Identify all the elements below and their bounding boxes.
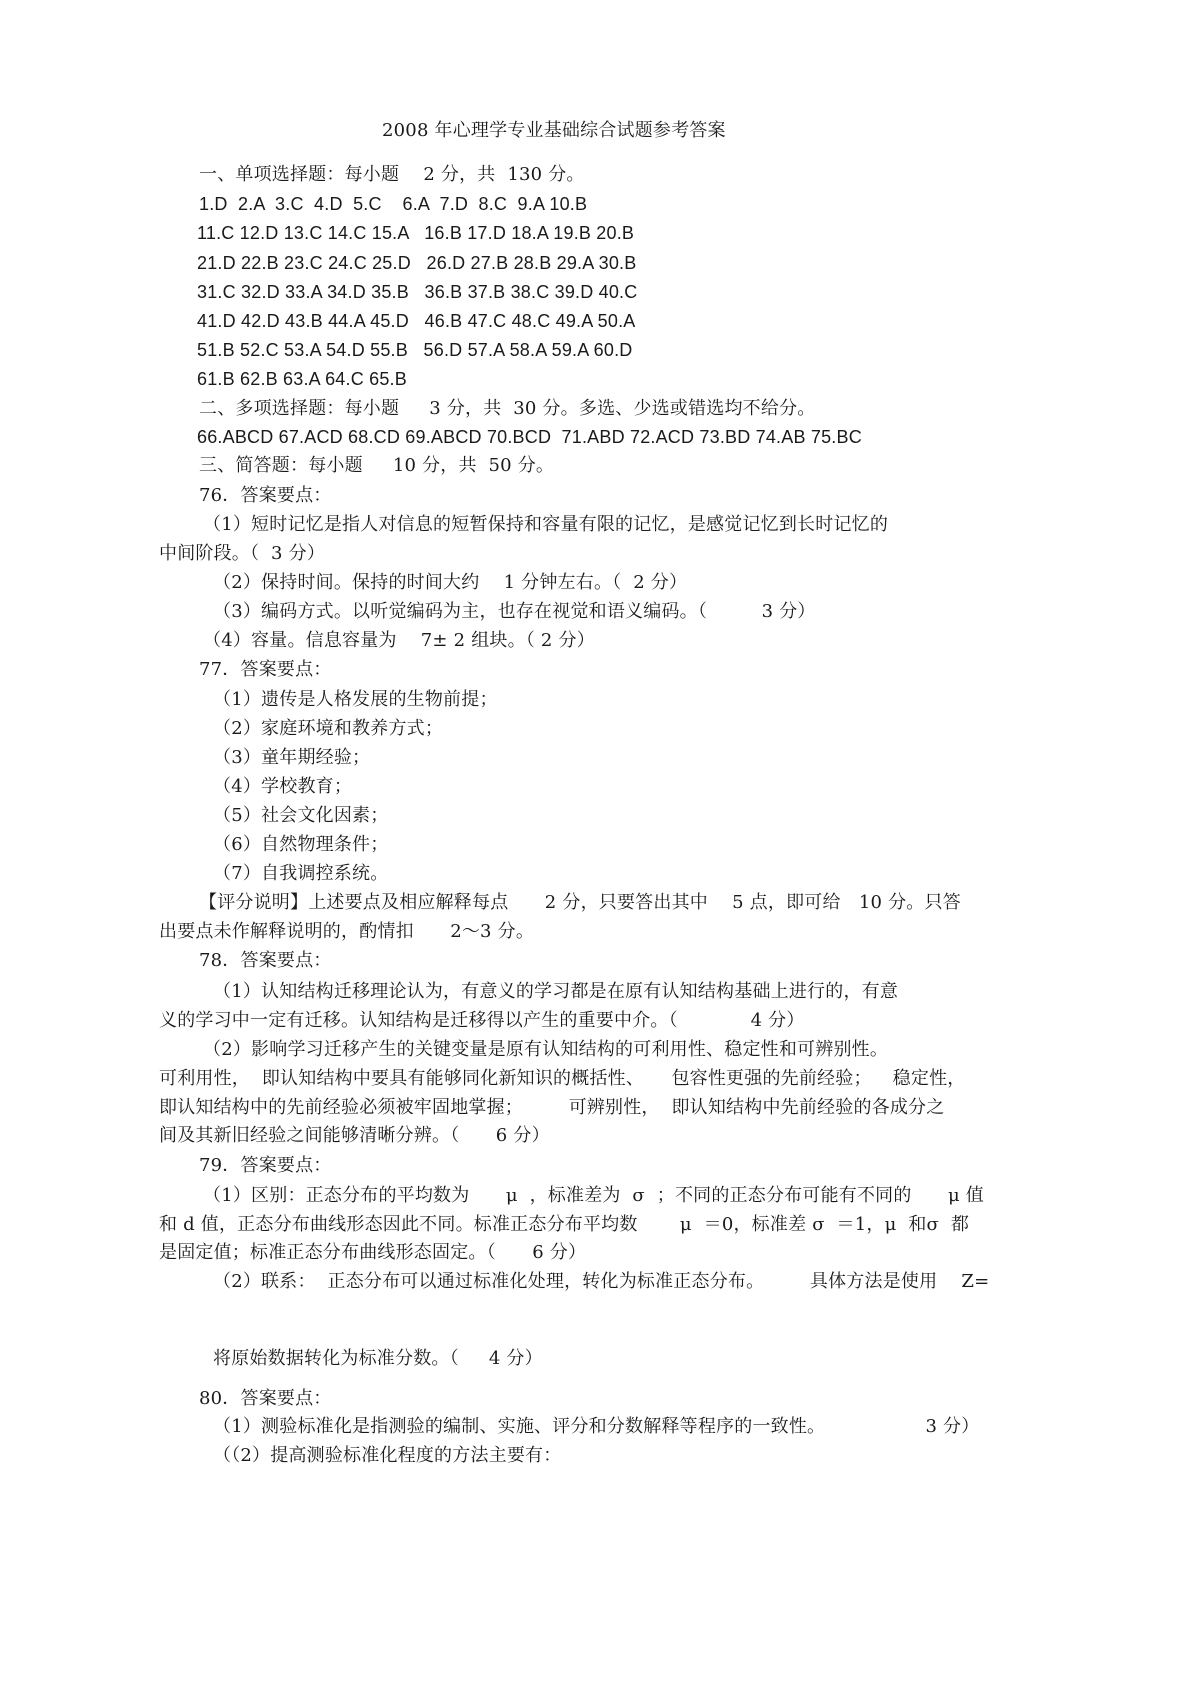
answer-row-7: 61.B 62.B 63.A 64.C 65.B [197,369,407,389]
q77-point-3: （3）童年期经验； [213,747,371,768]
question-79-heading: 79．答案要点： [199,1155,332,1176]
q78-point-1-cont: 义的学习中一定有迁移。认知结构是迁移得以产生的重要中介。（ 4 分） [159,1010,805,1031]
question-77-heading: 77．答案要点： [199,659,332,680]
question-80-heading: 80．答案要点： [199,1388,332,1409]
answer-row-4: 31.C 32.D 33.A 34.D 35.B 36.B 37.B 38.C 39.D 40.C [197,282,638,302]
q79-point-2: （2）联系： 正态分布可以通过标准化处理，转化为标准正态分布。 具体方法是使用 Z= [213,1271,990,1292]
q78-point-2-cont-3: 间及其新旧经验之间能够清晰分辨。（ 6 分） [159,1125,550,1146]
q78-point-1: （1）认知结构迁移理论认为，有意义的学习都是在原有认知结构基础上进行的，有意 [213,981,899,1002]
answer-row-3: 21.D 22.B 23.C 24.C 25.D 26.D 27.B 28.B 29.A 30.B [197,253,637,273]
answer-row-multi: 66.ABCD 67.ACD 68.CD 69.ABCD 70.BCD 71.ABD 72.ACD 73.BD 74.AB 75.BC [197,427,862,447]
q76-point-4: （4）容量。信息容量为 7± 2 组块。（ 2 分） [203,630,595,651]
q77-scoring-note-cont: 出要点未作解释说明的，酌情扣 2～3 分。 [159,921,535,942]
q80-point-1: （1）测验标准化是指测验的编制、实施、评分和分数解释等程序的一致性。 3 分） [213,1416,980,1437]
q76-point-2: （2）保持时间。保持的时间大约 1 分钟左右。（ 2 分） [213,572,688,593]
question-78-heading: 78．答案要点： [199,950,332,971]
q77-point-2: （2）家庭环境和教养方式； [213,718,444,739]
q80-point-2: （（2）提高测验标准化程度的方法主要有： [213,1445,562,1466]
question-76-heading: 76．答案要点： [199,485,332,506]
q77-point-4: （4）学校教育； [213,776,353,797]
q79-point-2-cont: 将原始数据转化为标准分数。（ 4 分） [213,1348,543,1369]
q79-point-1-cont-2: 是固定值；标准正态分布曲线形态固定。（ 6 分） [159,1242,587,1263]
section-3-heading: 三、简答题：每小题 10 分，共 50 分。 [199,455,555,476]
answer-row-1: 1.D 2.A 3.C 4.D 5.C 6.A 7.D 8.C 9.A 10.B [199,194,588,214]
section-1-heading: 一、单项选择题：每小题 2 分，共 130 分。 [199,164,585,185]
q76-point-1-cont: 中间阶段。（ 3 分） [159,543,326,564]
q77-point-6: （6）自然物理条件； [213,834,389,855]
answer-row-5: 41.D 42.D 43.B 44.A 45.D 46.B 47.C 48.C 49.A 50.A [197,311,636,331]
q77-point-1: （1）遗传是人格发展的生物前提； [213,689,498,710]
section-2-heading: 二、多项选择题：每小题 3 分，共 30 分。多选、少选或错选均不给分。 [199,398,816,419]
q79-point-1-cont-1: 和 d 值，正态分布曲线形态因此不同。标准正态分布平均数 μ ＝0，标准差 σ ＝1，μ 和σ 都 [159,1214,970,1235]
q77-point-7: （7）自我调控系统。 [213,863,389,884]
q79-point-1: （1）区别：正态分布的平均数为 μ ，标准差为 σ ；不同的正态分布可能有不同的 μ 值 [203,1185,984,1206]
q78-point-2-cont-2: 即认知结构中的先前经验必须被牢固地掌握； 可辨别性， 即认知结构中先前经验的各成分之 [159,1097,945,1118]
q76-point-1: （1）短时记忆是指人对信息的短暂保持和容量有限的记忆，是感觉记忆到长时记忆的 [203,514,889,535]
q76-point-3: （3）编码方式。以听觉编码为主，也存在视觉和语义编码。（ 3 分） [213,601,816,622]
q78-point-2: （2）影响学习迁移产生的关键变量是原有认知结构的可利用性、稳定性和可辨别性。 [203,1039,889,1060]
q78-point-2-cont-1: 可利用性， 即认知结构中要具有能够同化新知识的概括性、 包容性更强的先前经验； 稳定性， [159,1068,966,1089]
document-title: 2008 年心理学专业基础综合试题参考答案 [382,120,726,141]
q77-point-5: （5）社会文化因素； [213,805,389,826]
answer-row-2: 11.C 12.D 13.C 14.C 15.A 16.B 17.D 18.A 19.B 20.B [197,223,635,243]
answer-row-6: 51.B 52.C 53.A 54.D 55.B 56.D 57.A 58.A 59.A 60.D [197,340,633,360]
q77-scoring-note: 【评分说明】上述要点及相应解释每点 2 分，只要答出其中 5 点，即可给 10 分。只答 [199,892,961,913]
